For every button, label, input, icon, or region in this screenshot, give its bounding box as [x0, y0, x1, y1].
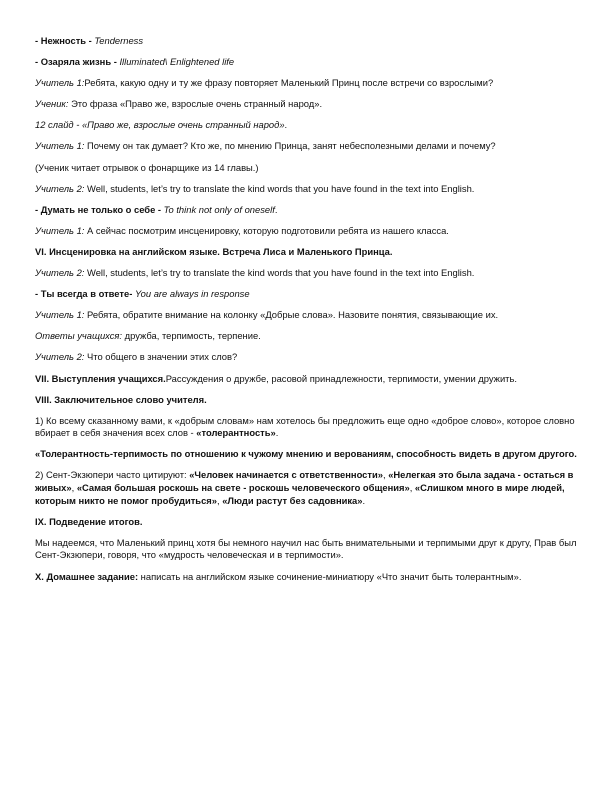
text-run: Учитель 1: — [35, 309, 85, 321]
text-run: Почему он так думает? Кто же, по мнению Принца, занят небесполезными делами и почему? — [84, 140, 496, 152]
text-run: Учитель 2: — [35, 267, 85, 279]
text-run: IX. Подведение итогов. — [35, 515, 143, 527]
text-run: «Нелегкая это была задача - остаться в живых» — [35, 469, 574, 494]
text-run: Это фраза «Право же, взрослые очень странный народ». — [68, 98, 323, 110]
text-run: Tenderness — [94, 35, 144, 46]
text-run: - Думать не только о себе - — [35, 203, 164, 215]
paragraph — [35, 288, 580, 301]
text-run: 12 слайд - «Право же, взрослые очень странный народ» — [35, 119, 285, 131]
text-run: Учитель 2: — [35, 351, 85, 363]
paragraph — [35, 267, 580, 280]
text-run: Ребята, обратите внимание на колонку «Добрые слова». Назовите понятия, связывающие их. — [84, 309, 499, 321]
text-run: Ученик: — [35, 98, 69, 110]
text-run: X. Домашнее задание: — [35, 570, 139, 582]
text-run: - Нежность - — [35, 35, 95, 46]
text-run: . — [274, 203, 278, 215]
text-run: 1) Ко всему сказанному вами, к «добрым словам» нам хотелось бы предложить еще одно «доброе слово», которое словно вбирает в себя значения всех слов - — [35, 414, 575, 439]
text-run: , — [71, 482, 77, 494]
text-run: «Слишком много в мире людей, которым никто не помог пробудиться» — [35, 482, 565, 506]
text-run: . — [362, 494, 366, 506]
paragraph — [35, 204, 580, 217]
text-run: VIII. Заключительное слово учителя. — [35, 393, 207, 405]
text-run: Ответы учащихся: — [35, 330, 123, 342]
text-run: - Ты всегда в ответе- — [35, 288, 135, 300]
text-run: - Озаряла жизнь - — [35, 56, 120, 68]
paragraph — [35, 448, 580, 461]
paragraph — [35, 98, 580, 111]
paragraph — [35, 225, 580, 238]
text-run: Ребята, какую одну и ту же фразу повторяет Маленький Принц после встречи со взрослыми? — [84, 77, 494, 89]
text-run: Учитель 1: — [35, 140, 85, 152]
text-run: Well, students, let’s try to translate the kind words that you have found in the text into English. — [84, 182, 475, 194]
text-run: «Люди растут без садовника» — [222, 494, 363, 506]
text-run: , — [216, 494, 223, 506]
paragraph — [35, 246, 580, 259]
paragraph — [35, 373, 580, 386]
text-run: 2) Сент-Экзюпери часто цитируют: — [35, 469, 190, 481]
text-run: Illuminated\ Enlightened life — [119, 56, 235, 68]
paragraph — [35, 516, 580, 529]
paragraph — [35, 351, 580, 364]
text-run: «толерантность» — [196, 427, 276, 439]
text-run: дружба, терпимость, терпение. — [122, 330, 261, 342]
paragraph — [35, 35, 580, 48]
text-run: Учитель 2: — [35, 182, 85, 194]
text-run: «Человек начинается с ответственности» — [189, 469, 383, 481]
paragraph — [35, 469, 580, 507]
paragraph — [35, 183, 580, 196]
text-run: «Толерантность-терпимость по отношению к чужому мнению и верованиям, способность видеть в другом другого. — [35, 448, 577, 460]
text-run: А сейчас посмотрим инсценировку, которую подготовили ребята из нашего класса. — [84, 224, 449, 236]
paragraph — [35, 415, 580, 440]
text-run: Well, students, let’s try to translate the kind words that you have found in the text into English. — [84, 267, 475, 279]
text-run: Рассуждения о дружбе, расовой принадлежности, терпимости, умении дружить. — [165, 372, 517, 384]
text-run: написать на английском языке сочинение-миниатюру «Что значит быть толерантным». — [138, 570, 522, 582]
paragraph — [35, 140, 580, 153]
text-run: . — [284, 119, 288, 131]
paragraph — [35, 77, 580, 90]
text-run: . — [275, 427, 279, 439]
text-run: Мы надеемся, что Маленький принц хотя бы немного научил нас быть внимательными и терпимыми друг к другу, Прав был Сент-Экзюпери, говоря, что «мудрость человеческая и в терпимости». — [35, 536, 577, 561]
paragraph — [35, 309, 580, 322]
document-page — [35, 35, 580, 592]
text-run: (Ученик читает отрывок о фонарщике из 14 главы.) — [35, 161, 259, 173]
text-run: , — [409, 482, 415, 494]
text-run: VII. Выступления учащихся. — [35, 372, 166, 384]
text-run: You are always in response — [134, 288, 250, 300]
text-run: , — [382, 469, 389, 481]
paragraph — [35, 119, 580, 132]
paragraph — [35, 162, 580, 175]
text-run: VI. Инсценировка на английском языке. Встреча Лиса и Маленького Принца. — [35, 245, 393, 257]
text-run: Учитель 1: — [35, 77, 85, 89]
paragraph — [35, 56, 580, 69]
paragraph — [35, 571, 580, 584]
text-run: Учитель 1: — [35, 224, 85, 236]
paragraph — [35, 394, 580, 407]
text-run: «Самая большая роскошь на свете - роскошь человеческого общения» — [76, 482, 410, 494]
text-run: Что общего в значении этих слов? — [84, 351, 238, 363]
paragraph — [35, 330, 580, 343]
text-run: To think not only of oneself — [163, 203, 275, 215]
paragraph — [35, 537, 580, 562]
